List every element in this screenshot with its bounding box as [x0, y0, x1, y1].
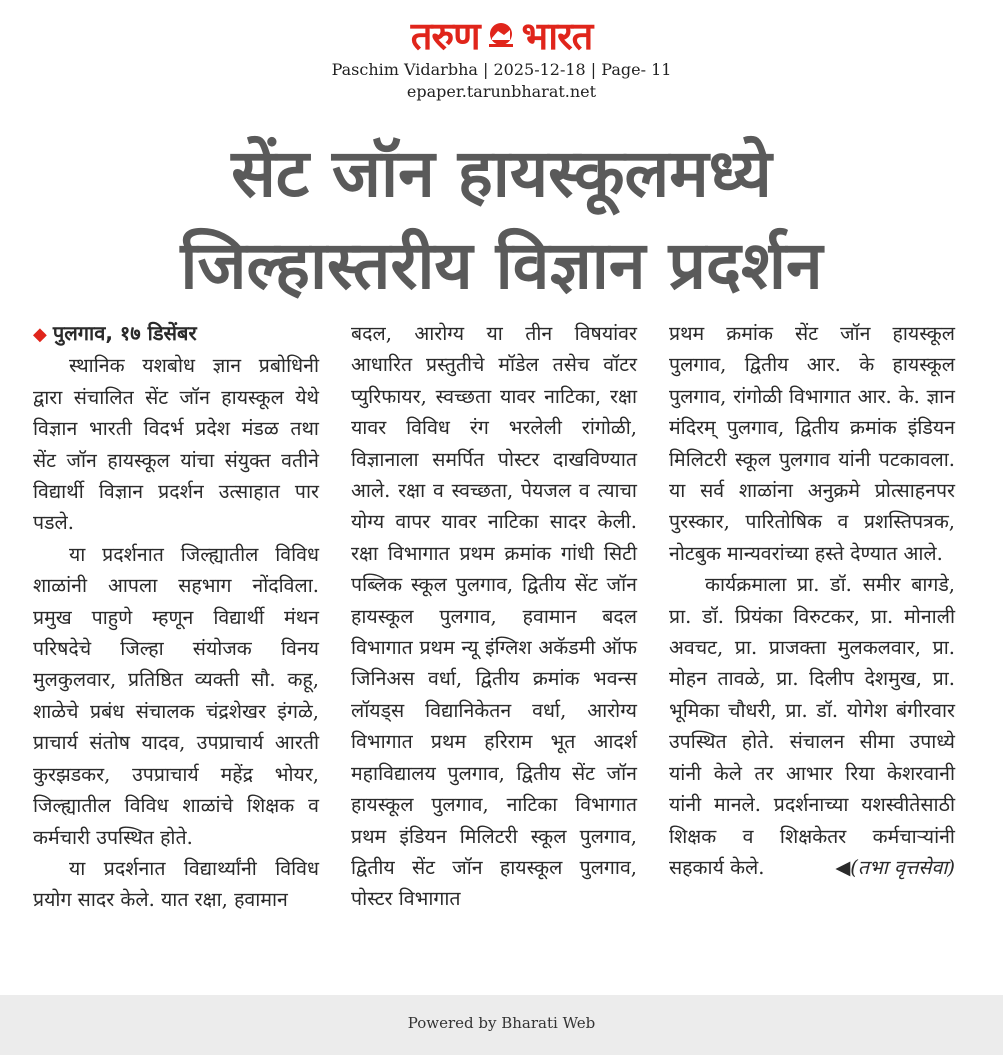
diamond-bullet-icon: ◆ — [33, 324, 47, 345]
headline-line-1: सेंट जॉन हायस्कूलमध्ये — [231, 135, 772, 212]
edition-info: Paschim Vidarbha | 2025-12-18 | Page- 11 — [331, 60, 672, 79]
edition-name: Paschim Vidarbha — [331, 60, 478, 79]
site-url[interactable]: epaper.tarunbharat.net — [406, 82, 597, 101]
article-column-1 — [33, 318, 319, 916]
paragraph: स्थानिक यशबोध ज्ञान प्रबोधिनी द्वारा संचालित सेंट जॉन हायस्कूल येथे विज्ञान भारती विदर्भ प्रदेश मंडळ तथा सेंट जॉन हायस्कूल यांचा संयुक्त वतीने विद्यार्थी विज्ञान प्रदर्शन उत्साहात पार पडले. — [33, 354, 319, 535]
paragraph-text: कार्यक्रमाला प्रा. डॉ. समीर बागडे, प्रा. डॉ. प्रियंका विरुटकर, प्रा. मोनाली अवचट, प्रा. प्राजक्ता मुलकलवार, प्रा. मोहन तावळे, प्रा. दिलीप देशमुख, प्रा. भूमिका चौधरी, प्रा. डॉ. योगेश बंगीरवार उपस्थित होते. संचालन सीमा उपाध्ये यांनी केले तर आभार रिया केशरवानी यांनी मानले. प्रदर्शनाच्या यशस्वीतेसाठी शिक्षक व शिक्षकेतर कर्मचाऱ्यांनी सहकार्य केले. — [669, 573, 955, 879]
logo-text-left: तरुण — [410, 14, 480, 58]
paragraph: या प्रदर्शनात विद्यार्थ्यांनी विविध प्रयोग सादर केले. यात रक्षा, हवामान — [33, 856, 319, 912]
dateline — [33, 318, 319, 350]
dateline-text: पुलगाव, १७ डिसेंबर — [52, 321, 197, 345]
paragraph: बदल, आरोग्य या तीन विषयांवर आधारित प्रस्तुतीचे मॉडेल तसेच वॉटर प्युरिफायर, स्वच्छता यावर नाटिका, रक्षा यावर विविध रंग भरलेली रांगोळी, विज्ञानाला समर्पित पोस्टर दाखविण्यात आले. रक्षा व स्वच्छता, पेयजल व त्याचा योग्य वापर यावर नाटिका सादर केली. रक्षा विभागात प्रथम क्रमांक गांधी सिटी पब्लिक स्कूल पुलगाव, द्वितीय सेंट जॉन हायस्कूल पुलगाव, हवामान बदल विभागात प्रथम न्यू इंग्लिश अकॅडमी ऑफ जिनिअस वर्धा, द्वितीय क्रमांक भवन्स लॉयड्स विद्यानिकेतन वर्धा, आरोग्य विभागात प्रथम हरिराम भूत आदर्श महाविद्यालय पुलगाव, द्वितीय सेंट जॉन हायस्कूल पुलगाव, नाटिका विभागात प्रथम इंडियन मिलिटरी स्कूल पुलगाव, द्वितीय सेंट जॉन हायस्कूल पुलगाव, पोस्टर विभागात — [351, 322, 637, 911]
footer — [0, 995, 1003, 1055]
article-headline — [0, 128, 1003, 312]
paragraph: प्रथम क्रमांक सेंट जॉन हायस्कूल पुलगाव, द्वितीय आर. के हायस्कूल पुलगाव, रांगोळी विभागात आर. के. ज्ञान मंदिरम् पुलगाव, द्वितीय क्रमांक इंडियन मिलिटरी स्कूल पुलगाव यांनी पटकावला. या सर्व शाळांना अनुक्रमे प्रोत्साहनपर पुरस्कार, पारितोषिक व प्रशस्तिपत्रक, नोटबुक मान्यवरांच्या हस्ते देण्यात आले. — [669, 322, 955, 565]
paragraph — [669, 569, 955, 883]
edition-date: 2025-12-18 — [493, 60, 586, 79]
powered-by-link[interactable]: Powered by Bharati Web — [407, 1014, 596, 1032]
news-credit: ◀(तभा वृत्तसेवा) — [835, 855, 955, 879]
page-number: Page- 11 — [601, 60, 672, 79]
headline-line-2: जिल्हास्तरीय विज्ञान प्रदर्शन — [180, 227, 823, 304]
logo-emblem-icon — [484, 22, 518, 50]
logo-text-right: भारत — [521, 14, 593, 58]
newspaper-logo[interactable] — [411, 14, 593, 58]
article-column-2 — [351, 318, 637, 915]
paragraph: या प्रदर्शनात जिल्ह्यातील विविध शाळांनी आपला सहभाग नोंदविला. प्रमुख पाहुणे म्हणून विद्यार्थी मंथन परिषदेचे जिल्हा संयोजक विनय मुलकुलवार, प्रतिष्ठित व्यक्ती सौ. कहू, शाळेचे प्रबंध संचालक चंद्रशेखर इंगळे, प्राचार्य संतोष यादव, उपप्राचार्य आरती कुरझडकर, उपप्राचार्य महेंद्र भोयर, जिल्ह्यातील विविध शाळांचे शिक्षक व कर्मचारी उपस्थित होते. — [33, 542, 319, 849]
masthead — [0, 14, 1003, 102]
article-column-3 — [669, 318, 955, 883]
